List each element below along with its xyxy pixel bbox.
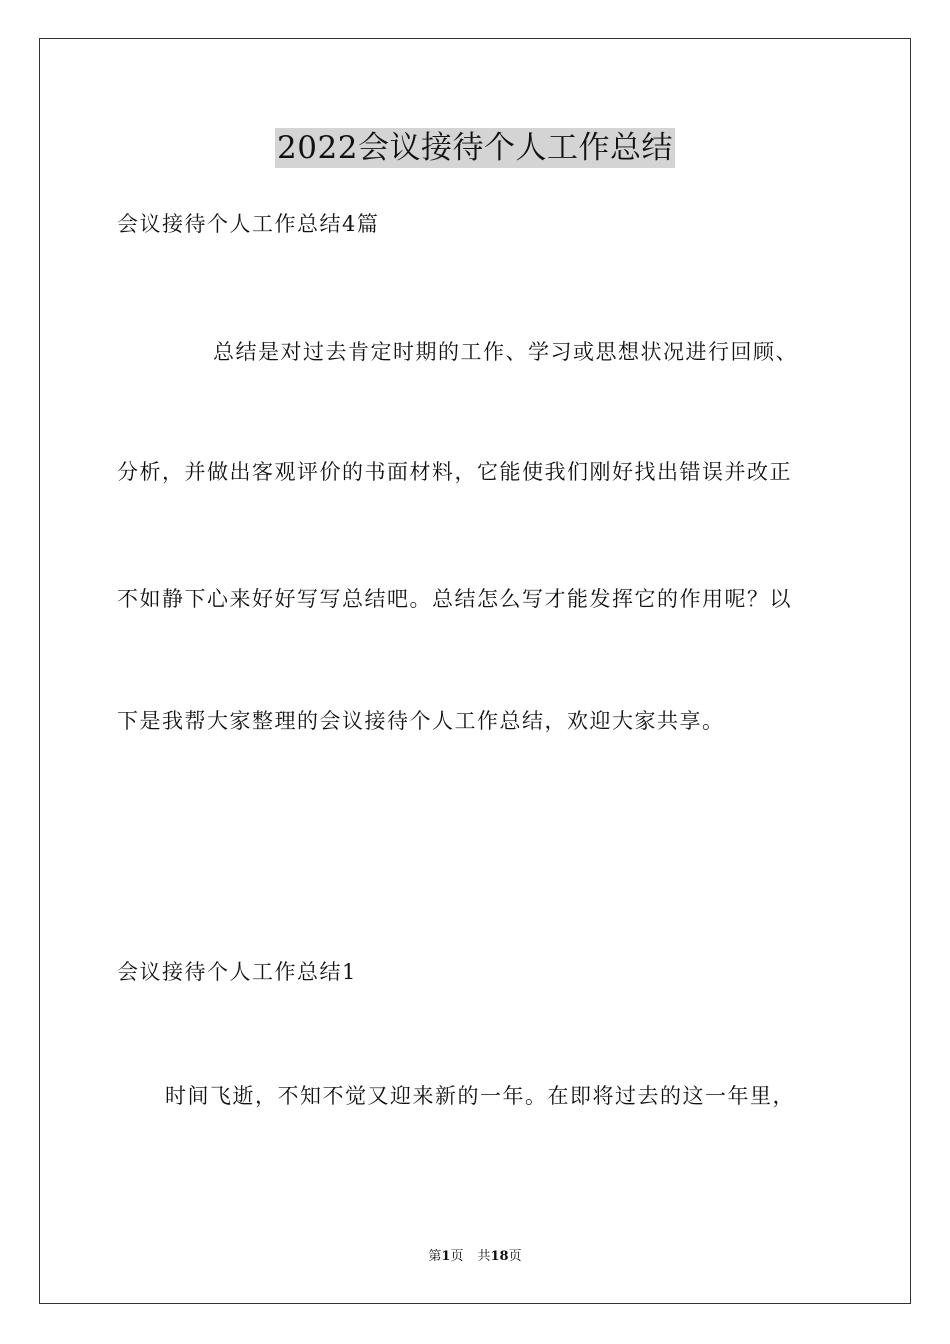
intro-line-4: 下是我帮大家整理的会议接待个人工作总结，欢迎大家共享。 — [117, 709, 725, 733]
intro-line-2: 分析，并做出客观评价的书面材料，它能使我们刚好找出错误并改正 — [117, 460, 792, 484]
document-subtitle: 会议接待个人工作总结4篇 — [117, 212, 380, 236]
document-title: 2022会议接待个人工作总结 — [277, 130, 673, 166]
section-line-1: 时间飞逝，不知不觉又迎来新的一年。在即将过去的这一年里， — [165, 1084, 795, 1108]
title-container — [0, 128, 950, 168]
footer-page-total: 18 — [490, 1249, 509, 1264]
section-heading: 会议接待个人工作总结1 — [117, 960, 357, 984]
footer-total-suffix: 页 — [508, 1249, 522, 1264]
intro-line-1: 总结是对过去肯定时期的工作、学习或思想状况进行回顾、 — [213, 340, 798, 364]
footer-page-current: 1 — [441, 1249, 451, 1264]
page-footer — [0, 1248, 950, 1266]
footer-total-prefix: 共 — [477, 1249, 491, 1264]
footer-page-suffix: 页 — [450, 1249, 464, 1264]
intro-line-3: 不如静下心来好好写写总结吧。总结怎么写才能发挥它的作用呢？以 — [117, 587, 792, 611]
footer-page-prefix: 第 — [428, 1249, 442, 1264]
